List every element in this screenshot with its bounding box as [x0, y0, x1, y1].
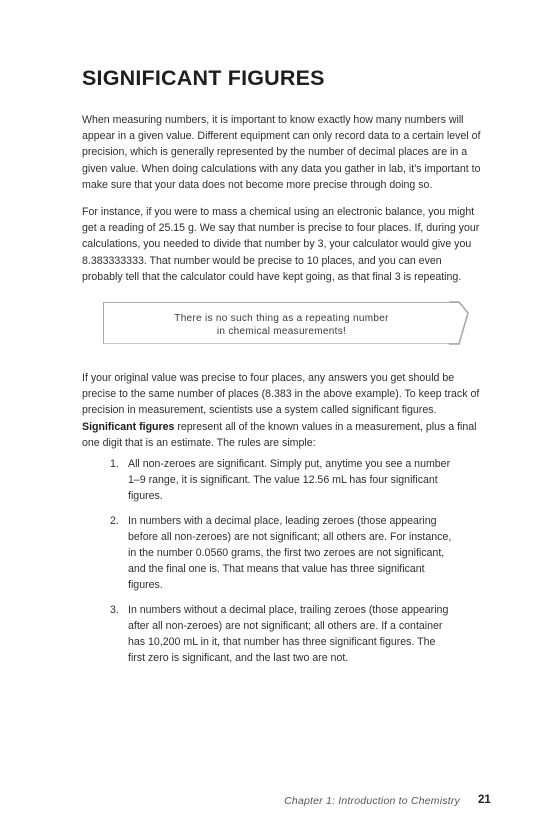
list-item-number: 2.	[110, 514, 119, 527]
list-item	[110, 602, 455, 667]
rules-intro-text-after: represent all of the known values in a measurement, plus a final one digit that is an estimate. The rules are simple:	[82, 420, 477, 449]
page-number: 21	[478, 794, 491, 806]
rules-intro-paragraph	[82, 370, 482, 451]
intro-paragraph: When measuring numbers, it is important to know exactly how many numbers will appear in a given value. Different equipment can only record data to a certain level of precision, which is generally represented by the number of decimal places are in a given value. When doing calculations with any data you gather in lab, it’s important to make sure that your data does not become more precise through doing so.	[82, 114, 481, 191]
list-item-number: 1.	[110, 458, 119, 470]
key-term: Significant figures	[82, 420, 175, 433]
running-footer-chapter: Chapter 1: Introduction to Chemistry	[284, 795, 460, 807]
callout-line-2: in chemical measurements!	[216, 326, 347, 337]
list-item	[110, 456, 455, 505]
list-item-text: All non-zeroes are significant. Simply put, anytime you see a number 1–9 range, it is significant. The value 12.56 mL has four significant figures.	[128, 458, 451, 503]
rules-list	[110, 456, 455, 674]
rules-intro-text-before: If your original value was precise to four places, any answers you get should be precise to the same number of places (8.383 in the above example). To keep track of precision in measurement, scientists use a system called significant figures.	[82, 372, 480, 417]
callout-text	[104, 312, 459, 338]
list-item-text: In numbers with a decimal place, leading zeroes (those appearing before all non-zeroes) are not significant; all others are. For instance, in the number 0.0560 grams, the first two zeroes are not significant, and the final one is. That means that value has three significant figures.	[128, 514, 452, 592]
example-paragraph: For instance, if you were to mass a chemical using an electronic balance, you might get a reading of 25.15 g. We say that number is precise to four places. If, during your calculations, you needed to divide that number by 3, your calculator would give you 8.383333333. That number would be precise to 10 places, and you can even probably tell that the calculator could have kept going, as that final 3 is repeating.	[82, 206, 480, 283]
list-item	[110, 513, 455, 594]
callout-box	[103, 302, 459, 344]
list-item-number: 3.	[110, 603, 119, 616]
list-item-text: In numbers without a decimal place, trailing zeroes (those appearing after all non-zeroes) are not significant; all others are. If a container has 10,200 mL in it, that number has three significant figures. The first zero is significant, and the last two are not.	[128, 603, 449, 665]
callout-line-1: There is no such thing as a repeating number	[174, 313, 389, 324]
callout-arrow-tip-icon	[449, 301, 469, 345]
section-title: SIGNIFICANT FIGURES	[82, 66, 325, 90]
